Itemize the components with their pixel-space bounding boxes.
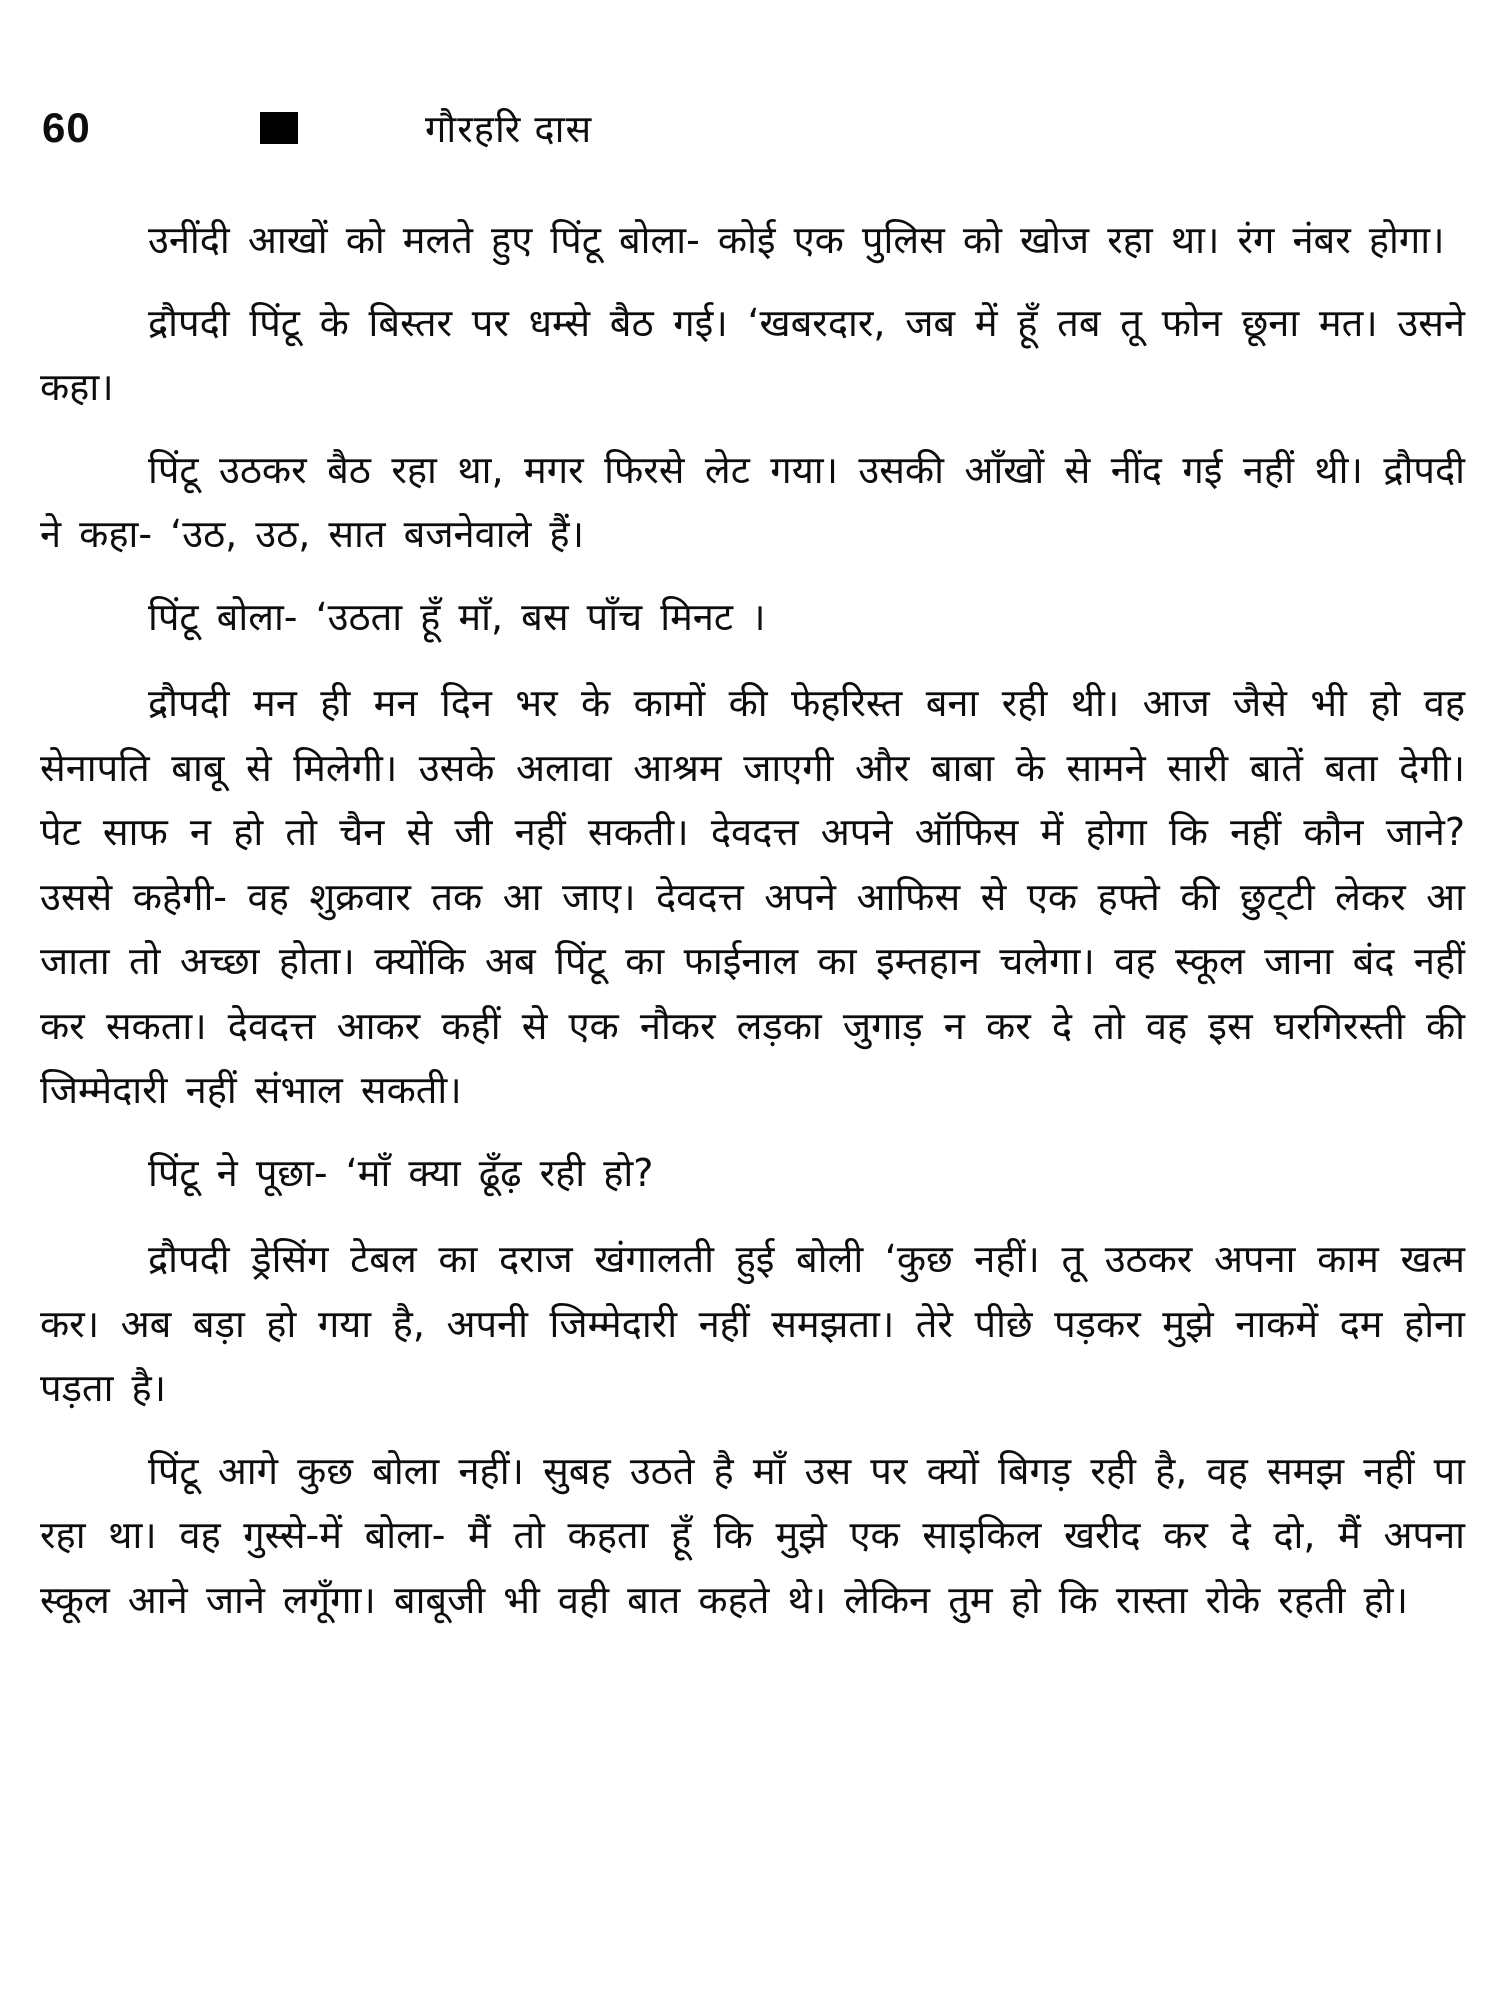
- body-text: [40, 208, 1465, 1650]
- paragraph: द्रौपदी पिंटू के बिस्तर पर धम्से बैठ गई। ‘खबरदार, जब में हूँ तब तू फोन छूना मत। उसने कहा।: [40, 300, 1465, 409]
- running-header: [40, 102, 1440, 162]
- paragraph: पिंटू आगे कुछ बोला नहीं। सुबह उठते है माँ उस पर क्यों बिगड़ रही है, वह समझ नहीं पा रहा था। वह गुस्से-में बोला- मैं तो कहता हूँ कि मुझे एक साइकिल खरीद कर दे दो, मैं अपना स्कूल आने जाने लगूँगा। बाबूजी भी वही बात कहते थे। लेकिन तुम हो कि रास्ता रोके रहती हो।: [40, 1448, 1465, 1622]
- paragraph: पिंटू उठकर बैठ रहा था, मगर फिरसे लेट गया। उसकी आँखों से नींद गई नहीं थी। द्रौपदी ने कहा- ‘उठ, उठ, सात बजनेवाले हैं।: [40, 447, 1465, 556]
- paragraph: उनींदी आखों को मलते हुए पिंटू बोला- कोई एक पुलिस को खोज रहा था। रंग नंबर होगा।: [148, 218, 1445, 262]
- header-square-ornament: [260, 112, 298, 144]
- paragraph: पिंटू बोला- ‘उठता हूँ माँ, बस पाँच मिनट ।: [148, 594, 766, 639]
- running-title: गौरहरि दास: [425, 107, 593, 151]
- paragraph: पिंटू ने पूछा- ‘माँ क्या ढूँढ़ रही हो?: [148, 1150, 654, 1195]
- paragraph: द्रौपदी ड्रेसिंग टेबल का दराज खंगालती हुई बोली ‘कुछ नहीं। तू उठकर अपना काम खत्म कर। अब बड़ा हो गया है, अपनी जिम्मेदारी नहीं समझता। तेरे पीछे पड़कर मुझे नाकमें दम होना पड़ता है।: [40, 1237, 1465, 1410]
- page-number: 60: [42, 104, 91, 151]
- paragraph: द्रौपदी मन ही मन दिन भर के कामों की फेहरिस्त बना रही थी। आज जैसे भी हो वह सेनापति बाबू से मिलेगी। उसके अलावा आश्रम जाएगी और बाबा के सामने सारी बातें बता देगी। पेट साफ न हो तो चैन से जी नहीं सकती। देवदत्त अपने ऑफिस में होगा कि नहीं कौन जाने? उससे कहेगी- वह शुक्रवार तक आ जाए। देवदत्त अपने आफिस से एक हफ्ते की छुट्‌टी लेकर आ जाता तो अच्छा होता। क्योंकि अब पिंटू का फाईनाल का इम्तहान चलेगा। वह स्कूल जाना बंद नहीं कर सकता। देवदत्त आकर कहीं से एक नौकर लड़का जुगाड़ न कर दे तो वह इस घरगिरस्ती की जिम्मेदारी नहीं संभाल सकती।: [40, 681, 1465, 1112]
